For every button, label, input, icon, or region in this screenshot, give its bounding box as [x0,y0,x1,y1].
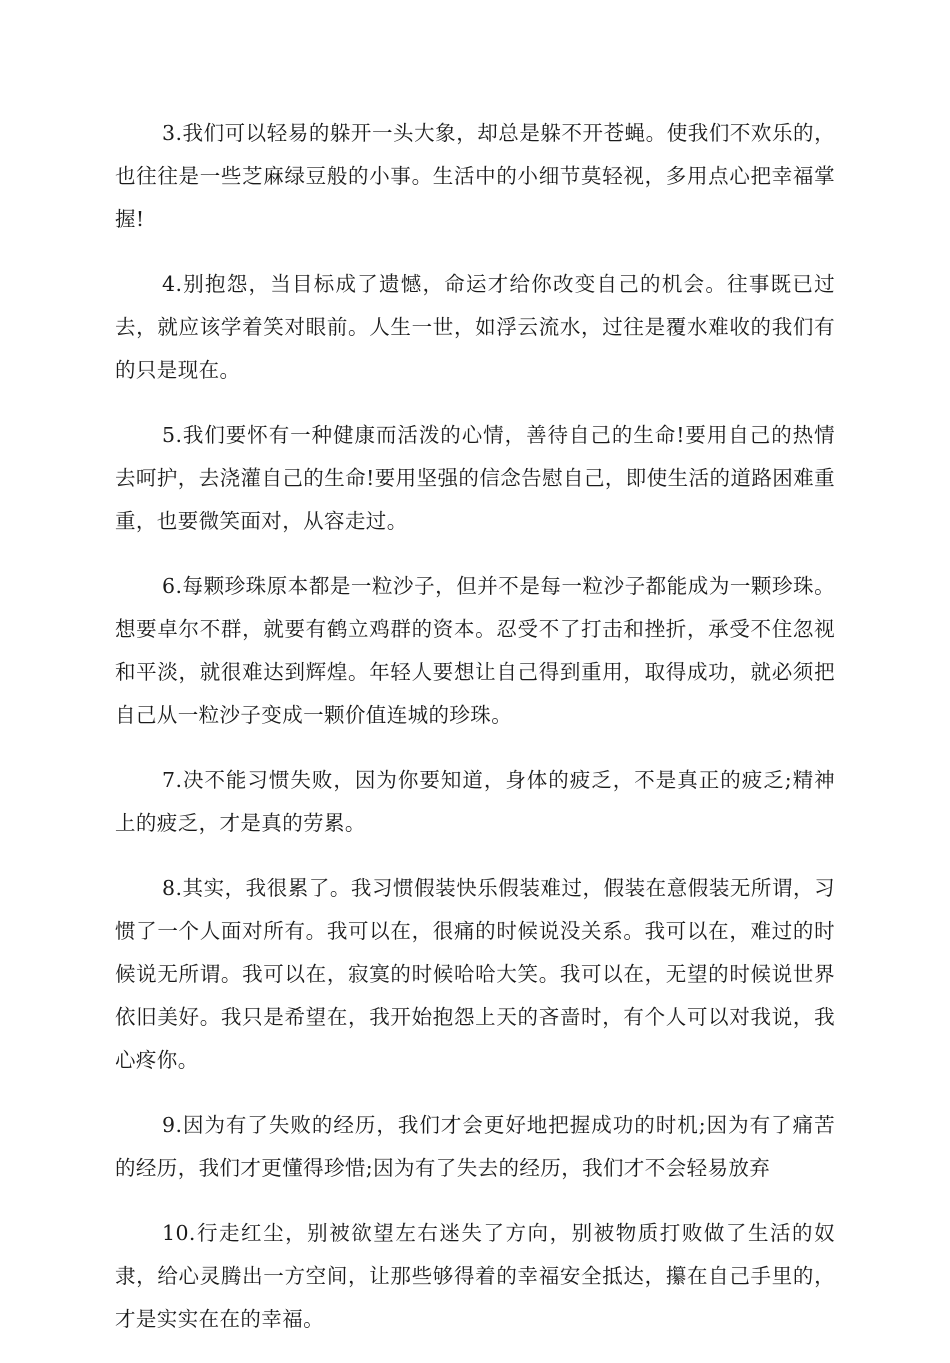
paragraph-8: 8.其实，我很累了。我习惯假装快乐假装难过，假装在意假装无所谓，习惯了一个人面对所有。我可以在，很痛的时候说没关系。我可以在，难过的时候说无所谓。我可以在，寂寞的时候哈哈大笑。我可以在，无望的时候说世界依旧美好。我只是希望在，我开始抱怨上天的吝啬时，有个人可以对我说，我心疼你。 [115,876,835,1072]
paragraph-10: 10.行走红尘，别被欲望左右迷失了方向，别被物质打败做了生活的奴隶，给心灵腾出一方空间，让那些够得着的幸福安全抵达，攥在自己手里的，才是实实在在的幸福。 [115,1221,835,1331]
document-body [115,112,835,1363]
paragraph-3: 3.我们可以轻易的躲开一头大象，却总是躲不开苍蝇。使我们不欢乐的，也往往是一些芝麻绿豆般的小事。生活中的小细节莫轻视，多用点心把幸福掌握! [115,121,835,231]
paragraph-6: 6.每颗珍珠原本都是一粒沙子，但并不是每一粒沙子都能成为一颗珍珠。想要卓尔不群，就要有鹤立鸡群的资本。忍受不了打击和挫折，承受不住忽视和平淡，就很难达到辉煌。年轻人要想让自己得到重用，取得成功，就必须把自己从一粒沙子变成一颗价值连城的珍珠。 [115,574,835,727]
paragraph-7: 7.决不能习惯失败，因为你要知道，身体的疲乏，不是真正的疲乏;精神上的疲乏，才是真的劳累。 [115,768,835,835]
paragraph-4: 4.别抱怨，当目标成了遗憾，命运才给你改变自己的机会。往事既已过去，就应该学着笑对眼前。人生一世，如浮云流水，过往是覆水难收的我们有的只是现在。 [115,272,835,382]
paragraph-9: 9.因为有了失败的经历，我们才会更好地把握成功的时机;因为有了痛苦的经历，我们才更懂得珍惜;因为有了失去的经历，我们才不会轻易放弃 [115,1113,835,1180]
paragraph-5: 5.我们要怀有一种健康而活泼的心情，善待自己的生命!要用自己的热情去呵护，去浇灌自己的生命!要用坚强的信念告慰自己，即使生活的道路困难重重，也要微笑面对，从容走过。 [115,423,835,533]
